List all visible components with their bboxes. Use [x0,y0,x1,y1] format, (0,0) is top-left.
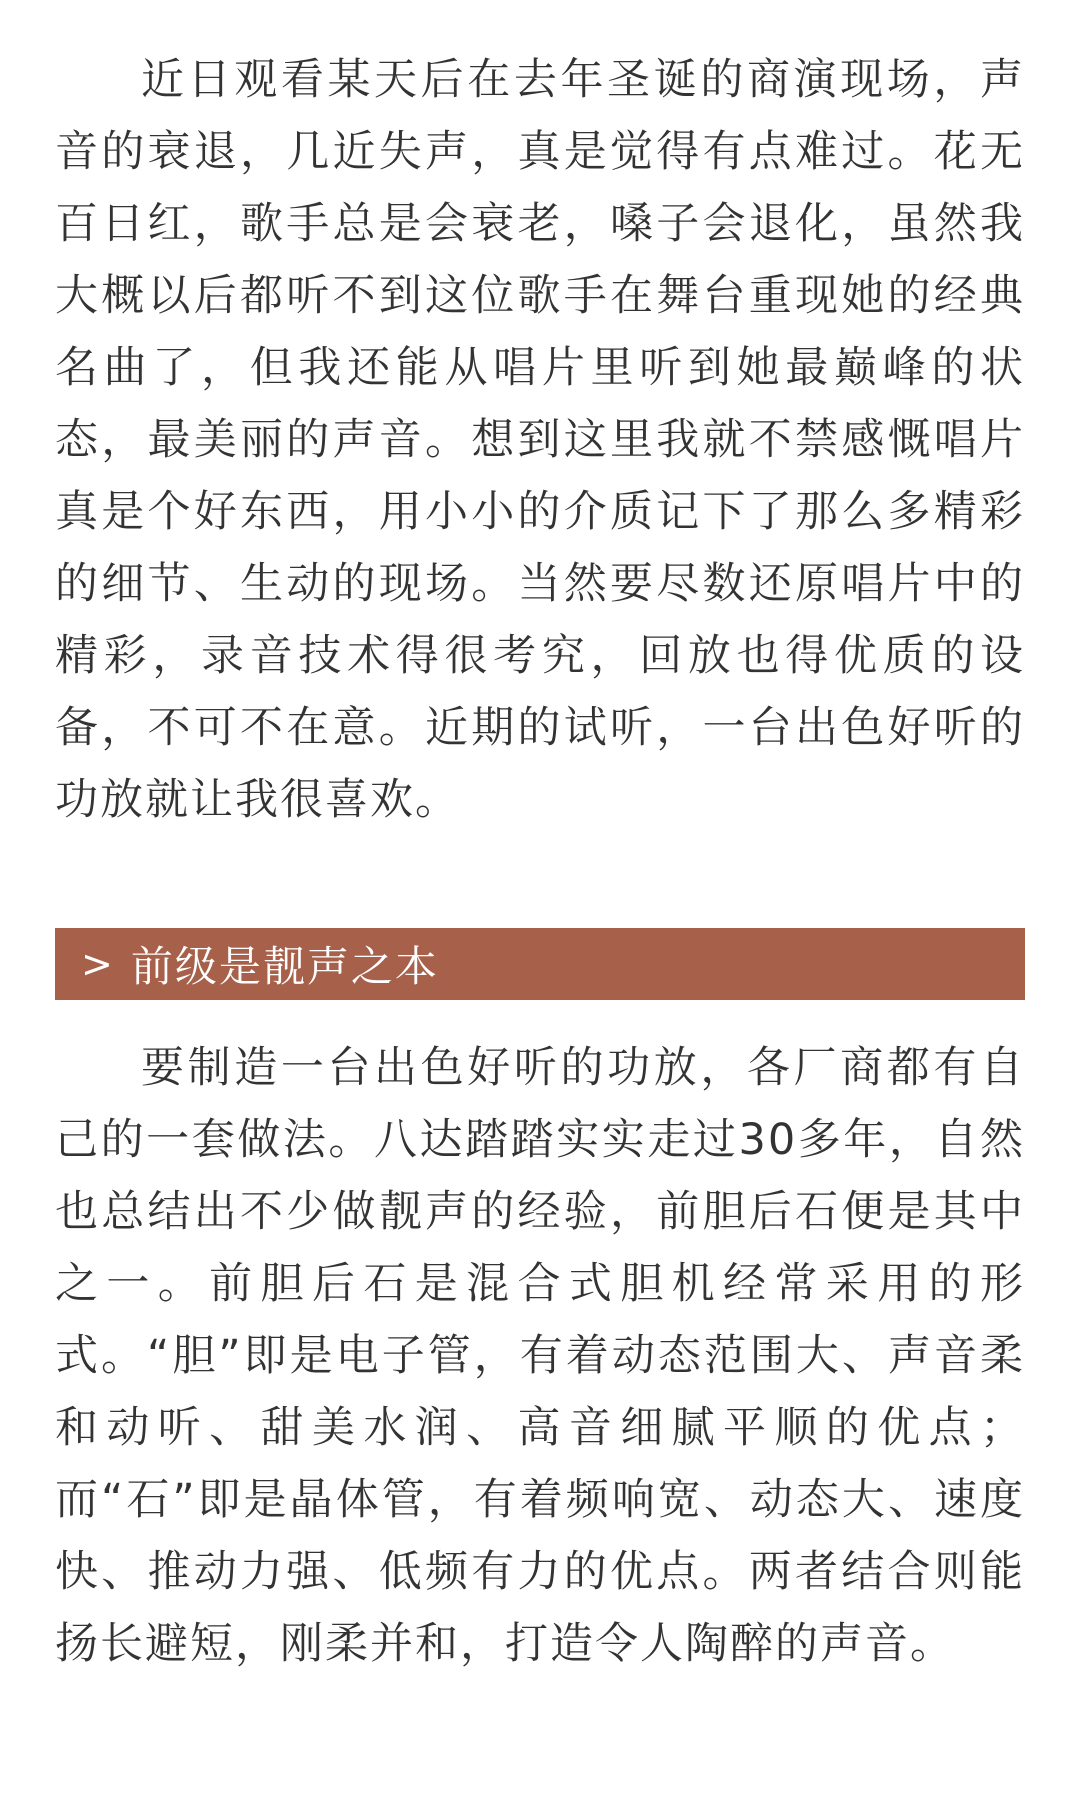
article-body [55,1032,1025,1680]
chevron-right-icon: > [81,942,115,986]
intro-paragraph: 近日观看某天后在去年圣诞的商演现场，声音的衰退，几近失声，真是觉得有点难过。花无百日红，歌手总是会衰老，嗓子会退化，虽然我大概以后都听不到这位歌手在舞台重现她的经典名曲了，但我还能从唱片里听到她最巅峰的状态，最美丽的声音。想到这里我就不禁感慨唱片真是个好东西，用小小的介质记下了那么多精彩的细节、生动的现场。当然要尽数还原唱片中的精彩，录音技术得很考究，回放也得优质的设备，不可不在意。近期的试听，一台出色好听的功放就让我很喜欢。 [55,55,1025,825]
article-intro [55,44,1025,825]
section-header [55,928,1025,1000]
body-paragraph: 要制造一台出色好听的功放，各厂商都有自己的一套做法。八达踏踏实实走过30多年，自然也总结出不少做靓声的经验，前胆后石便是其中之一。前胆后石是混合式胆机经常采用的形式。“胆”即是电子管，有着动态范围大、声音柔和动听、甜美水润、高音细腻平顺的优点；而“石”即是晶体管，有着频响宽、动态大、速度快、推动力强、低频有力的优点。两者结合则能扬长避短，刚柔并和，打造令人陶醉的声音。 [55,1043,1025,1669]
section-title: 前级是靓声之本 [130,942,439,991]
